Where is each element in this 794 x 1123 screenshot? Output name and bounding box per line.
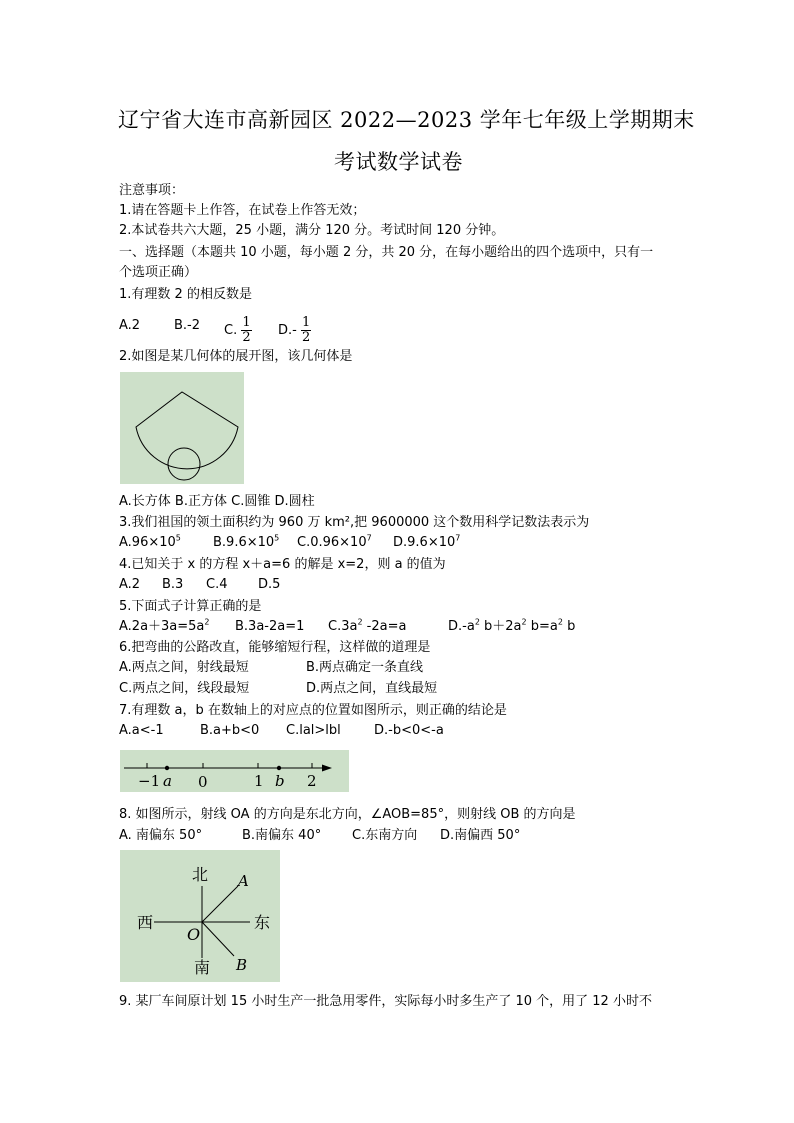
page-title-line2: 考试数学试卷 xyxy=(334,150,463,174)
point-a xyxy=(165,766,169,770)
q4-option-a: A.2 xyxy=(119,577,141,592)
compass-figure xyxy=(120,850,280,982)
q6-option-a: A.两点之间，射线最短 xyxy=(119,660,249,675)
q1-option-c: C. $\frac{1}{2}$ xyxy=(224,315,251,345)
sector-shape xyxy=(136,392,238,469)
q7-option-c: C.lal>lbl xyxy=(286,723,341,738)
cone-net-drawing xyxy=(120,372,244,484)
label-1: 1 xyxy=(254,772,264,790)
fraction-half: $\frac{1}{2}$ xyxy=(242,315,251,345)
q3-stem: 3.我们祖国的领土面积约为 960 万 km²,把 9600000 这个数用科学记数法表示为 xyxy=(119,515,590,530)
number-line-drawing xyxy=(120,750,349,792)
q3-option-c: $C.0.96\times 10^7$ xyxy=(297,533,372,550)
ray-ob xyxy=(202,922,234,956)
q1-option-b: B.-2 xyxy=(174,318,201,333)
note-2: 2.本试卷共六大题，25 小题，满分 120 分。考试时间 120 分钟。 xyxy=(119,223,505,238)
label-0: 0 xyxy=(198,773,208,791)
label-b: b xyxy=(275,772,285,790)
q4-option-d: D.5 xyxy=(258,577,281,592)
q1-stem: 1.有理数 2 的相反数是 xyxy=(119,287,252,302)
label-north: 北 xyxy=(192,865,209,884)
q9-stem: 9. 某厂车间原计划 15 小时生产一批急用零件，实际每小时多生产了 10 个，用了 12 小时不 xyxy=(119,994,652,1009)
q7-option-b: B.a+b<0 xyxy=(200,723,260,738)
label-b: B xyxy=(236,956,248,974)
q8-option-a: A. 南偏东 50° xyxy=(119,828,203,843)
q5-option-d: $D.-a^2$ $b+2a^2$ $b=a^2$ b xyxy=(448,617,576,634)
page-title: 辽宁省大连市高新园区 2022—2023 学年七年级上学期期末 xyxy=(118,108,695,132)
q5-option-c: $C.3a^2$ -2a=a xyxy=(328,617,407,634)
q8-option-c: C.东南方向 xyxy=(352,828,418,843)
label-minus-1: −1 xyxy=(138,772,161,790)
cone-net-figure xyxy=(120,372,244,484)
compass-drawing xyxy=(120,850,280,982)
q6-option-c: C.两点之间，线段最短 xyxy=(119,681,250,696)
section-heading-line2: 个选项正确） xyxy=(119,265,198,280)
q2-stem: 2.如图是某几何体的展开图，该几何体是 xyxy=(119,349,353,364)
note-1: 1.请在答题卡上作答，在试卷上作答无效； xyxy=(119,203,366,218)
label-a: A xyxy=(238,872,249,890)
fraction-half: $\frac{1}{2}$ xyxy=(301,315,311,345)
number-line-figure xyxy=(120,750,349,792)
q1-option-a: A.2 xyxy=(119,318,141,333)
q5-option-a: $A.2a+3a=5a^2$ xyxy=(119,617,210,634)
q3-option-a: $A.96\times 10^5$ xyxy=(119,533,181,550)
notes-heading: 注意事项： xyxy=(119,183,185,198)
q8-option-b: B.南偏东 40° xyxy=(242,828,322,843)
q4-option-c: C.4 xyxy=(206,577,228,592)
q1-option-d: D.- $\frac{1}{2}$ xyxy=(278,315,311,345)
label-o: O xyxy=(187,925,201,944)
q6-option-d: D.两点之间，直线最短 xyxy=(306,681,438,696)
q5-stem: 5.下面式子计算正确的是 xyxy=(119,599,262,614)
q4-stem: 4.已知关于 x 的方程 x＋a=6 的解是 x=2，则 a 的值为 xyxy=(119,557,446,572)
q3-option-b: $B.9.6\times 10^5$ xyxy=(213,533,280,550)
axis-arrow xyxy=(322,765,332,772)
q8-option-d: D.南偏西 50° xyxy=(440,828,521,843)
q7-option-a: A.a<-1 xyxy=(119,723,164,738)
label-a: a xyxy=(163,772,172,790)
q6-stem: 6.把弯曲的公路改直，能够缩短行程，这样做的道理是 xyxy=(119,640,431,655)
q7-stem: 7.有理数 a，b 在数轴上的对应点的位置如图所示，则正确的结论是 xyxy=(119,703,507,718)
label-2: 2 xyxy=(307,772,317,790)
q8-stem: 8. 如图所示，射线 OA 的方向是东北方向，∠AOB=85°，则射线 OB 的方向是 xyxy=(119,807,576,822)
label-south: 南 xyxy=(194,958,211,977)
section-heading: 一、选择题（本题共 10 小题，每小题 2 分，共 20 分，在每小题给出的四个选项中，只有一 xyxy=(119,245,654,260)
label-west: 西 xyxy=(137,913,154,932)
q4-option-b: B.3 xyxy=(162,577,184,592)
q5-option-b: B.3a-2a=1 xyxy=(235,619,305,634)
q6-option-b: B.两点确定一条直线 xyxy=(306,660,424,675)
base-circle xyxy=(168,448,200,480)
q7-option-d: D.-b<0<-a xyxy=(374,723,444,738)
ray-oa xyxy=(202,886,238,922)
q2-options: A.长方体 B.正方体 C.圆锥 D.圆柱 xyxy=(119,494,315,509)
label-east: 东 xyxy=(254,913,271,932)
point-b xyxy=(277,766,281,770)
q3-option-d: $D.9.6\times 10^7$ xyxy=(393,533,461,550)
